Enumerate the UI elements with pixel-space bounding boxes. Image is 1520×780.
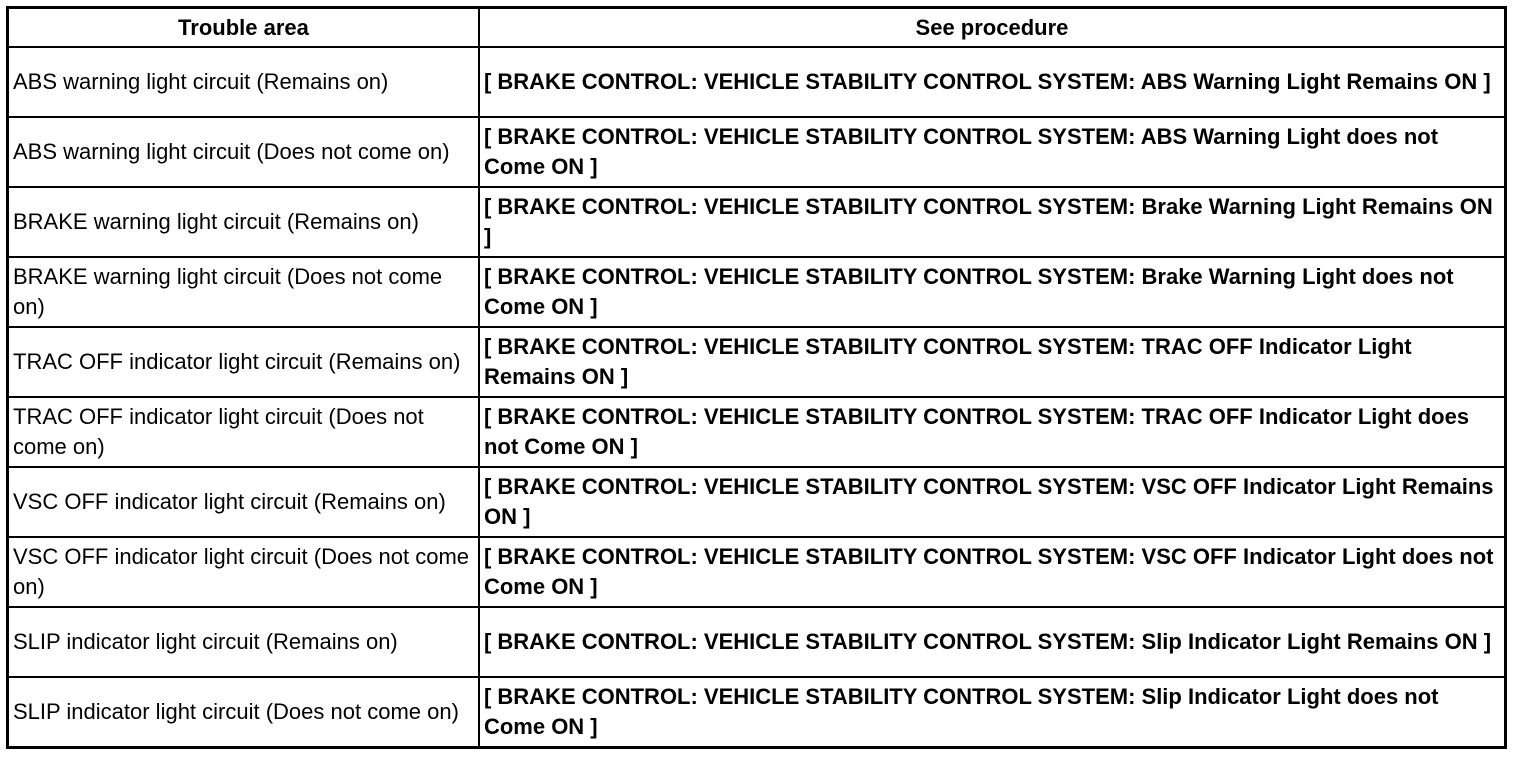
table-row — [8, 677, 1506, 748]
table-row — [8, 537, 1506, 607]
trouble-area-cell: ABS warning light circuit (Remains on) — [8, 47, 479, 117]
procedure-link[interactable]: [ BRAKE CONTROL: VEHICLE STABILITY CONTROL SYSTEM: TRAC OFF Indicator Light Remains ON ] — [479, 327, 1506, 397]
trouble-area-cell: SLIP indicator light circuit (Remains on) — [8, 607, 479, 677]
procedure-link[interactable]: [ BRAKE CONTROL: VEHICLE STABILITY CONTROL SYSTEM: ABS Warning Light does not Come ON ] — [479, 117, 1506, 187]
table-row — [8, 397, 1506, 467]
table-row — [8, 47, 1506, 117]
trouble-area-cell: ABS warning light circuit (Does not come on) — [8, 117, 479, 187]
procedure-link[interactable]: [ BRAKE CONTROL: VEHICLE STABILITY CONTROL SYSTEM: Brake Warning Light does not Come ON ] — [479, 257, 1506, 327]
trouble-area-table — [6, 6, 1507, 749]
table-header-row — [8, 8, 1506, 48]
table-row — [8, 257, 1506, 327]
procedure-link[interactable]: [ BRAKE CONTROL: VEHICLE STABILITY CONTROL SYSTEM: Slip Indicator Light Remains ON ] — [479, 607, 1506, 677]
procedure-link[interactable]: [ BRAKE CONTROL: VEHICLE STABILITY CONTROL SYSTEM: TRAC OFF Indicator Light does not Come ON ] — [479, 397, 1506, 467]
procedure-link[interactable]: [ BRAKE CONTROL: VEHICLE STABILITY CONTROL SYSTEM: Slip Indicator Light does not Come ON ] — [479, 677, 1506, 748]
table-row — [8, 117, 1506, 187]
procedure-link[interactable]: [ BRAKE CONTROL: VEHICLE STABILITY CONTROL SYSTEM: Brake Warning Light Remains ON ] — [479, 187, 1506, 257]
header-trouble-area: Trouble area — [8, 8, 479, 48]
procedure-link[interactable]: [ BRAKE CONTROL: VEHICLE STABILITY CONTROL SYSTEM: ABS Warning Light Remains ON ] — [479, 47, 1506, 117]
table-row — [8, 327, 1506, 397]
trouble-area-cell: SLIP indicator light circuit (Does not come on) — [8, 677, 479, 748]
trouble-area-cell: TRAC OFF indicator light circuit (Remains on) — [8, 327, 479, 397]
trouble-area-cell: VSC OFF indicator light circuit (Does not come on) — [8, 537, 479, 607]
procedure-link[interactable]: [ BRAKE CONTROL: VEHICLE STABILITY CONTROL SYSTEM: VSC OFF Indicator Light does not Come ON ] — [479, 537, 1506, 607]
trouble-area-cell: BRAKE warning light circuit (Remains on) — [8, 187, 479, 257]
trouble-area-cell: BRAKE warning light circuit (Does not come on) — [8, 257, 479, 327]
table-row — [8, 187, 1506, 257]
table-row — [8, 467, 1506, 537]
trouble-area-cell: TRAC OFF indicator light circuit (Does not come on) — [8, 397, 479, 467]
procedure-link[interactable]: [ BRAKE CONTROL: VEHICLE STABILITY CONTROL SYSTEM: VSC OFF Indicator Light Remains ON ] — [479, 467, 1506, 537]
header-see-procedure: See procedure — [479, 8, 1506, 48]
table-row — [8, 607, 1506, 677]
trouble-area-cell: VSC OFF indicator light circuit (Remains on) — [8, 467, 479, 537]
